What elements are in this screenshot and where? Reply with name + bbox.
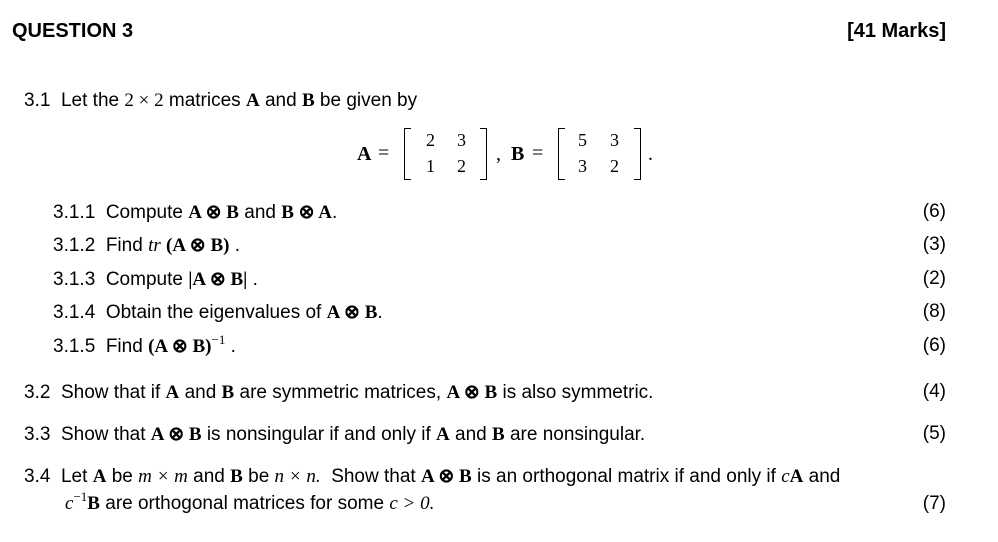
q33-marks: (5): [922, 423, 946, 444]
q34-line2: $c^{-1}B$ are orthogonal matrices for some c > 0.: [65, 488, 435, 514]
q312: 3.1.2 Find tr (A ⊗ B) .: [53, 235, 241, 256]
left-bracket: [558, 128, 565, 180]
q34-line1: 3.4 Let A be m × m and B be n × n. Show that A ⊗ B is an orthogonal matrix if and only if cA and: [24, 466, 841, 487]
left-bracket: [404, 128, 411, 180]
matrix-a-label: A: [357, 143, 372, 165]
q314-marks: (8): [922, 301, 946, 322]
q313: 3.1.3 Compute |A ⊗ B| .: [53, 269, 258, 290]
total-marks: [41 Marks]: [847, 20, 946, 42]
q31-statement: 3.1 Let the 2 × 2 matrices A and B be given by: [24, 90, 418, 111]
matrix-b-label: B: [511, 143, 525, 165]
q32-marks: (4): [922, 381, 946, 402]
q315-marks: (6): [922, 335, 946, 356]
right-bracket: [480, 128, 487, 180]
q314: 3.1.4 Obtain the eigenvalues of A ⊗ B.: [53, 302, 383, 323]
q31-number: 3.1: [24, 90, 51, 111]
matrix-b: 5 3 3 2: [558, 128, 644, 182]
right-bracket: [634, 128, 641, 180]
q33: 3.3 Show that A ⊗ B is nonsingular if and only if A and B are nonsingular.: [24, 424, 646, 445]
q313-marks: (2): [922, 268, 946, 289]
question-title: QUESTION 3: [12, 20, 134, 42]
matrix-a: 2 3 1 2: [404, 128, 490, 182]
q32: 3.2 Show that if A and B are symmetric matrices, A ⊗ B is also symmetric.: [24, 382, 654, 403]
q312-marks: (3): [922, 234, 946, 255]
q311: 3.1.1 Compute A ⊗ B and B ⊗ A.: [53, 202, 338, 223]
q33-number: 3.3: [24, 424, 51, 445]
q32-number: 3.2: [24, 382, 51, 403]
q34-marks: (7): [922, 493, 946, 514]
q315: 3.1.5 Find (A ⊗ B)$^{-1}$ .: [53, 331, 236, 357]
q311-marks: (6): [922, 201, 946, 222]
q34-number: 3.4: [24, 466, 51, 487]
